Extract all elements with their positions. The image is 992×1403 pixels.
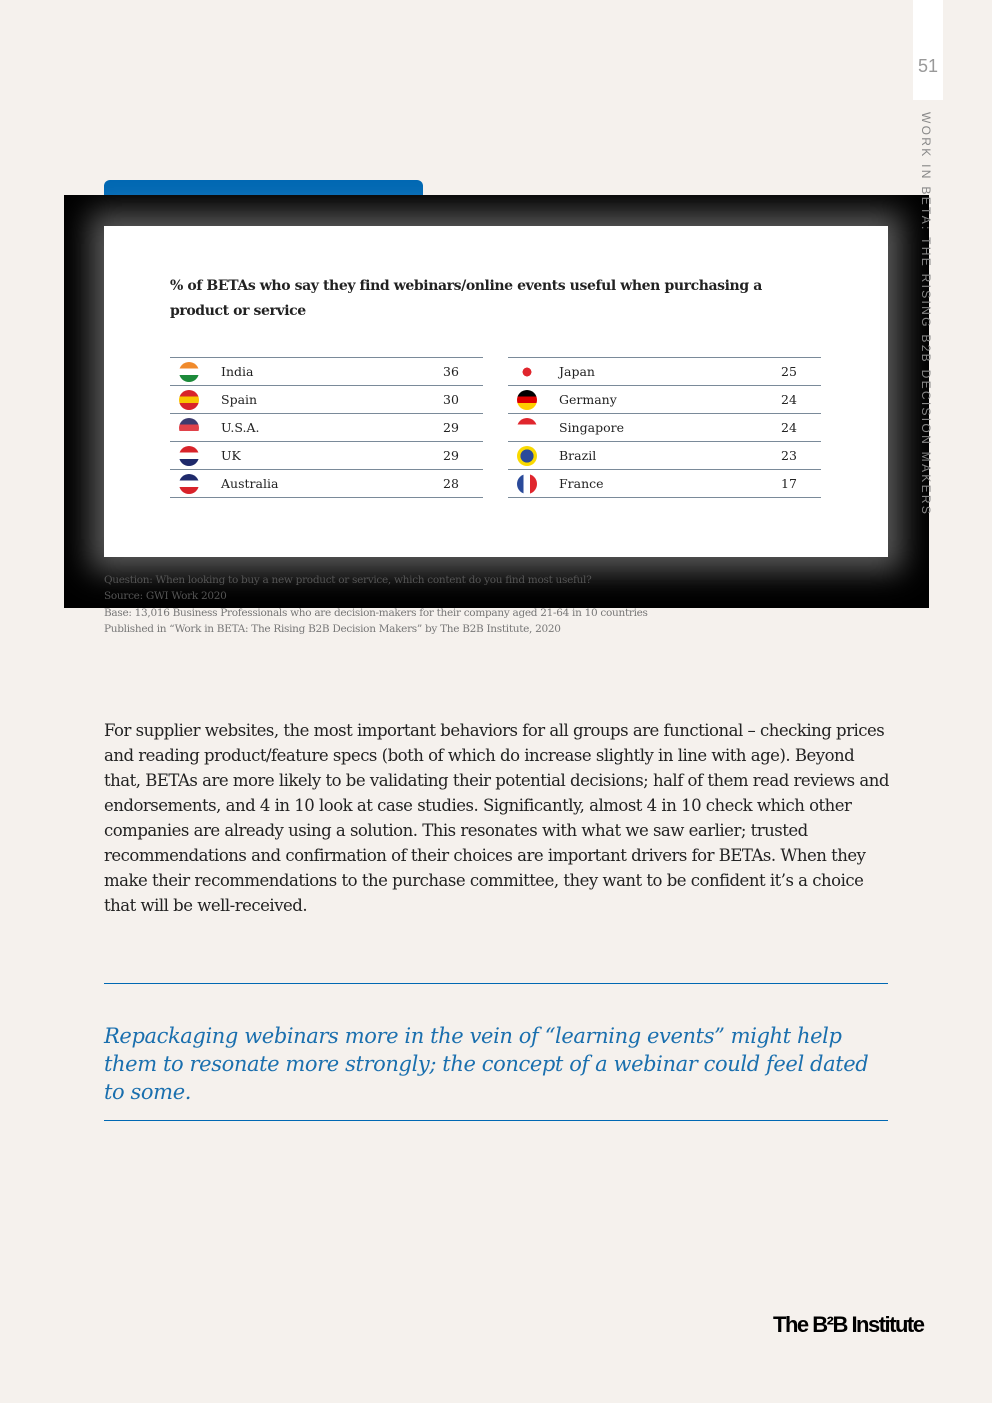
note-source: Source: GWI Work 2020 (104, 590, 227, 603)
table-row (170, 470, 483, 498)
uk-flag-icon (179, 446, 199, 466)
country-value: 17 (781, 476, 797, 491)
country-value: 23 (781, 448, 797, 463)
chart-title: % of BETAs who say they find webinars/online events useful when purchasing a product or service (170, 278, 762, 319)
country-value: 30 (443, 392, 459, 407)
chart-notes (104, 572, 648, 637)
table-row (170, 386, 483, 414)
note-base: Base: 13,016 Business Professionals who are decision-makers for their company aged 21-64 in 10 countries (104, 606, 648, 619)
country-name: Australia (221, 476, 279, 491)
country-name: France (559, 476, 604, 491)
table-row (508, 358, 821, 386)
germany-flag-icon (517, 390, 537, 410)
singapore-flag-icon (517, 418, 537, 438)
country-value: 29 (443, 448, 459, 463)
table-row (170, 442, 483, 470)
india-flag-icon (179, 362, 199, 382)
country-value: 29 (443, 420, 459, 435)
country-name: Singapore (559, 420, 624, 435)
country-name: Brazil (559, 448, 597, 463)
spain-flag-icon (179, 390, 199, 410)
side-label: WORK IN BETA: THE RISING B2B DECISION MAKERS (919, 112, 933, 517)
pull-quote: Repackaging webinars more in the vein of “learning events” might help them to resonate more strongly; the concept of a webinar could feel dated to some. (104, 1024, 869, 1104)
table-left (170, 357, 483, 498)
country-name: Spain (221, 392, 258, 407)
country-value: 25 (781, 364, 797, 379)
france-flag-icon (517, 474, 537, 494)
country-name: Japan (559, 364, 595, 379)
table-right (508, 357, 821, 498)
table-row (170, 358, 483, 386)
body-paragraph: For supplier websites, the most important behaviors for all groups are functional – checking prices and reading product/feature specs (both of which do increase slightly in line with age). Beyond that, BETAs are more likely to be validating their potential decisions; half of them read reviews and endorsements, and 4 in 10 look at case studies. Significantly, almost 4 in 10 check which other companies are already using a solution. This resonates with what we saw earlier; trusted recommendations and confirmation of their choices are important drivers for BETAs. When they make their recommendations to the purchase committee, they want to be confident it’s a choice that will be well-received. (104, 721, 889, 915)
b2b-institute-logo: The B²B Institute (773, 1312, 924, 1337)
country-name: U.S.A. (221, 420, 260, 435)
table-row (508, 386, 821, 414)
table-row (508, 442, 821, 470)
table-row (508, 470, 821, 498)
note-question: Question: When looking to buy a new product or service, which content do you find most useful? (104, 574, 592, 586)
divider-bottom (104, 1120, 888, 1121)
country-value: 28 (443, 476, 459, 491)
country-value: 36 (443, 364, 459, 379)
usa-flag-icon (179, 418, 199, 438)
divider-top (104, 983, 888, 984)
brazil-flag-icon (517, 446, 537, 466)
country-value: 24 (781, 420, 797, 435)
page-number: 51 (917, 56, 939, 76)
table-row (508, 414, 821, 442)
japan-flag-icon (517, 362, 537, 382)
table-row (170, 414, 483, 442)
chart-card (104, 226, 888, 557)
australia-flag-icon (179, 474, 199, 494)
country-name: India (221, 364, 254, 379)
note-published: Published in “Work in BETA: The Rising B2B Decision Makers” by The B2B Institute, 2020 (104, 622, 561, 635)
page-number-box (913, 0, 943, 100)
country-name: UK (221, 448, 241, 463)
country-value: 24 (781, 392, 797, 407)
country-name: Germany (559, 392, 617, 407)
